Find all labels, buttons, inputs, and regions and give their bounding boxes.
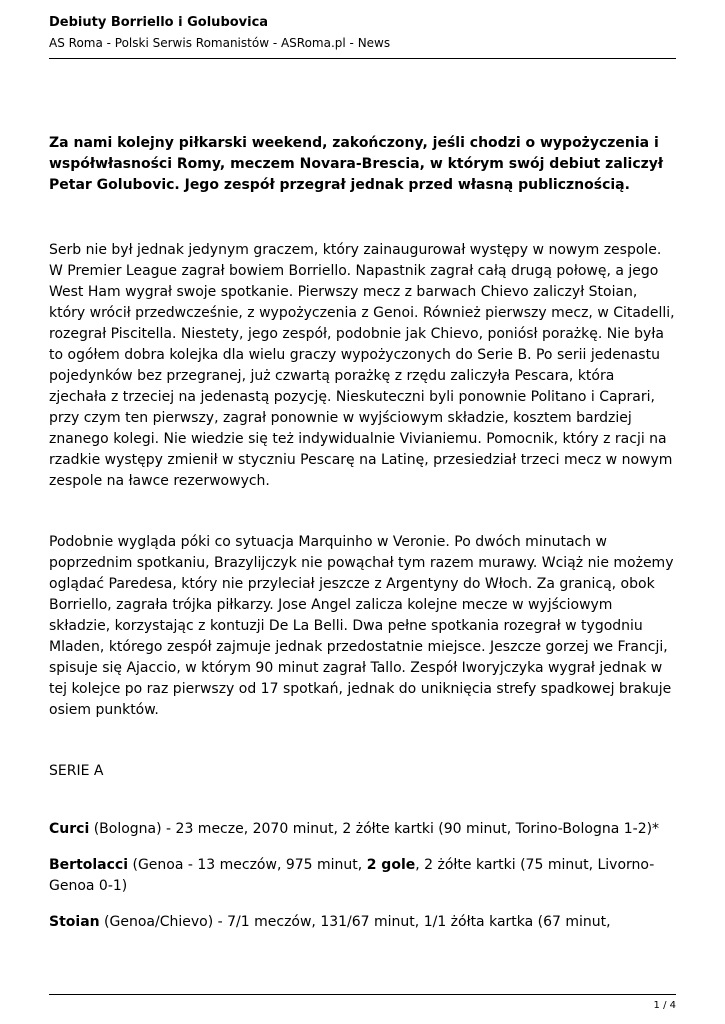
article-body: [49, 133, 676, 933]
stat-highlight: 2 gole: [366, 857, 416, 874]
body-paragraph-1: Serb nie był jednak jedynym graczem, który zainaugurował występy w nowym zespole. W Premier League zagrał bowiem Borriello. Napastnik zagrał całą drugą połowę, a jego West Ham wygrał swoje spotkanie. Pierwszy mecz z barwach Chievo zaliczył Stoian, który wrócił przedwcześnie, z wypożyczenia z Genoi. Również pierwszy mecz, w Citadelli, rozegrał Piscitella. Niestety, jego zespół, podobnie jak Chievo, poniósł porażkę. Nie była to ogółem dobra kolejka dla wielu graczy wypożyczonych do Serie B. Po serii jedenastu pojedynków bez przegranej, już czwartą porażkę z rzędu zaliczyła Pescara, która zjechała z trzeciej na jedenastą pozycję. Nieskuteczni byli ponownie Politano i Caprari, przy czym ten pierwszy, zagrał ponownie w wyjściowym składzie, kosztem bardziej znanego kolegi. Nie wiedzie się też indywidualnie Vivianiemu. Pomocnik, który z racji na rzadkie występy zmienił w styczniu Pescarę na Latinę, przesiedział trzeci mecz w nowym zespole na ławce rezerwowych.: [49, 242, 675, 490]
lead-paragraph: Za nami kolejny piłkarski weekend, zakończony, jeśli chodzi o wypożyczenia i współwłasności Romy, meczem Novara-Brescia, w którym swój debiut zaliczył Petar Golubovic. Jego zespół przegrał jednak przed własną publicznością.: [49, 135, 664, 194]
stat-highlight: Bertolacci: [49, 857, 129, 874]
stat-highlight: Curci: [49, 821, 90, 838]
document-title: Debiuty Borriello i Golubovica: [49, 15, 269, 30]
stat-text: , 2 żółte kartki (75 minut, Livorno-Genoa 0-1): [49, 857, 655, 895]
stat-highlight: Stoian: [49, 914, 100, 931]
body-paragraph-2: Podobnie wygląda póki co sytuacja Marquinho w Veronie. Po dwóch minutach w poprzednim spotkaniu, Brazylijczyk nie powąchał tym razem murawy. Wciąż nie możemy oglądać Paredesa, który nie przyleciał jeszcze z Argentyny do Włoch. Za granicą, obok Borriello, zagrała trójka piłkarzy. Jose Angel zalicza kolejne mecze w wyjściowym składzie, korzystając z kontuzji De La Belli. Dwa pełne spotkania rozegrał w tygodniu Mladen, którego zespół zajmuje jednak przedostatnie miejsce. Jeszcze gorzej we Francji, spisuje się Ajaccio, w którym 90 minut zagrał Tallo. Zespół Iworyjczyka wygrał jednak w tej kolejce po raz pierwszy od 17 spotkań, jednak do uniknięcia strefy spadkowej brakuje osiem punktów.: [49, 534, 674, 719]
stat-text: (Bologna) - 23 mecze, 2070 minut, 2 żółte kartki (90 minut, Torino-Bologna 1-2)*: [89, 821, 660, 838]
stats-list: [49, 819, 676, 933]
stat-entry: [49, 855, 676, 897]
footer-divider: [49, 994, 676, 995]
document-subtitle: AS Roma - Polski Serwis Romanistów - ASRoma.pl - News: [49, 35, 391, 50]
stat-text: (Genoa - 13 meczów, 975 minut,: [128, 857, 367, 874]
page-number: 1 / 4: [653, 1000, 676, 1011]
header-divider: [49, 58, 676, 59]
stat-text: (Genoa/Chievo) - 7/1 meczów, 131/67 minut, 1/1 żółta kartka (67 minut,: [99, 914, 611, 931]
page-header: [49, 14, 676, 59]
stat-entry: [49, 912, 676, 933]
page-footer: [49, 994, 676, 1012]
section-heading-serie-a: SERIE A: [49, 763, 104, 780]
stat-entry: [49, 819, 676, 840]
